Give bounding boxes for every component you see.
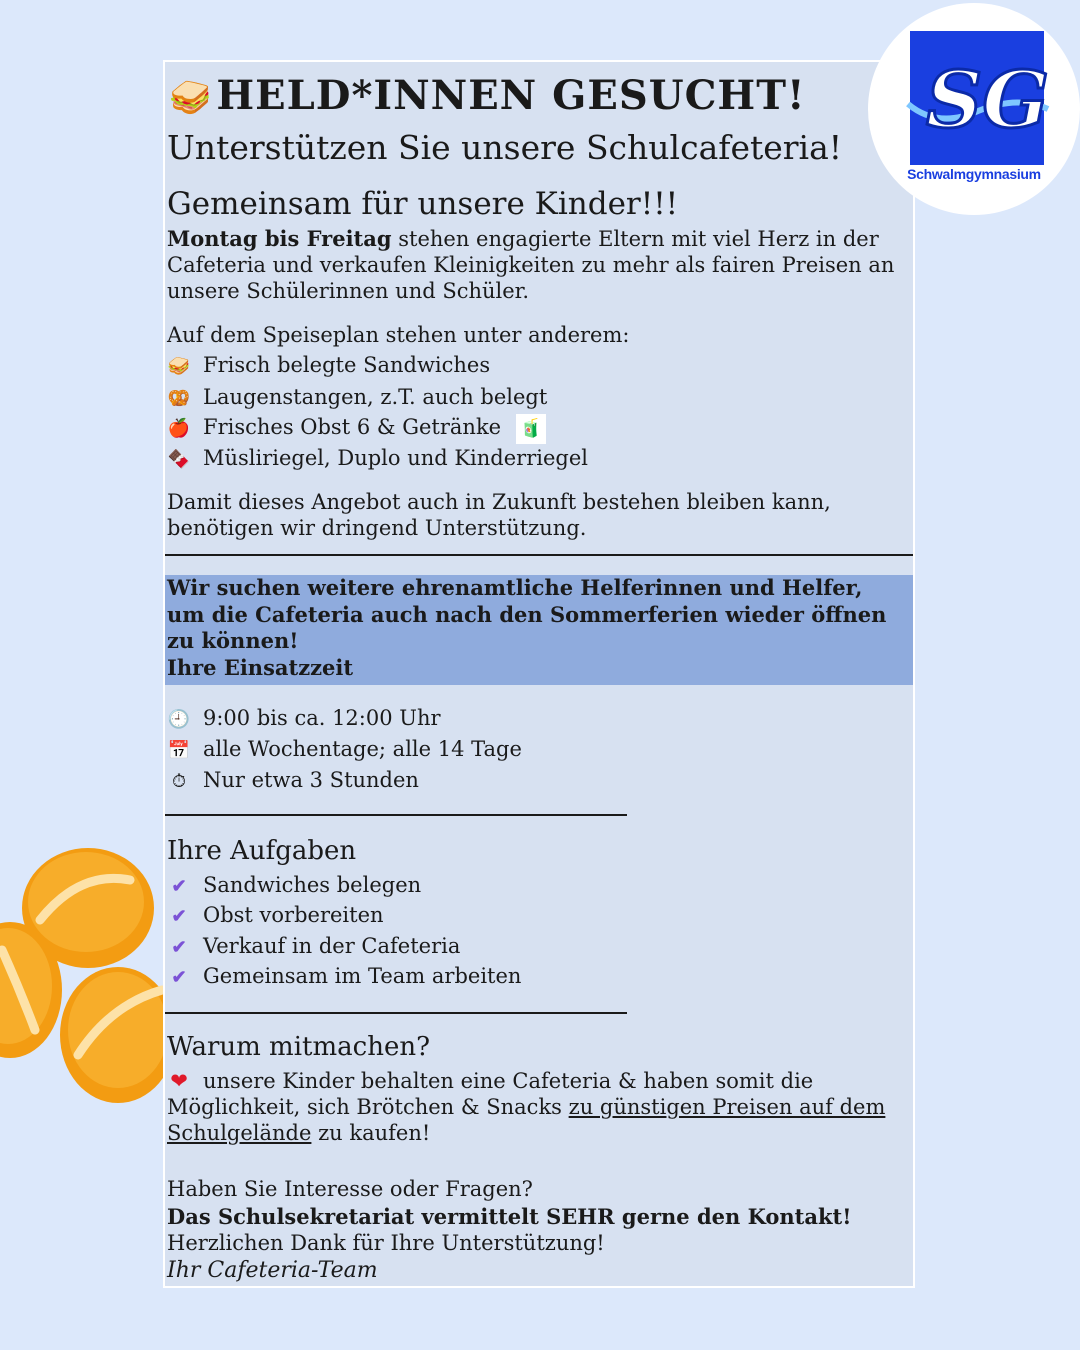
clock-icon: 🕘 bbox=[167, 709, 191, 730]
stopwatch-icon: ⏱ bbox=[171, 771, 187, 792]
support-paragraph: Damit dieses Angebot auch in Zukunft bestehen bleiben kann, benötigen wir dringend Unterstützung. bbox=[167, 490, 831, 540]
apple-icon: 🍎 bbox=[167, 418, 191, 439]
drinks-icon: 🧃 bbox=[516, 414, 546, 444]
checkmark-icon: ✔ bbox=[171, 967, 187, 988]
logo-emblem bbox=[910, 31, 1049, 165]
why-heading: Warum mitmachen? bbox=[167, 1032, 431, 1062]
checkmark-icon: ✔ bbox=[171, 876, 187, 897]
list-item: 🍎 Frisches Obst 6 & Getränke 🧃 bbox=[167, 414, 546, 444]
school-logo bbox=[868, 3, 1080, 215]
bread-rolls-illustration bbox=[0, 840, 175, 1110]
flyer-document bbox=[163, 60, 915, 1288]
flyer-title: 🥪 HELD*INNEN GESUCHT! bbox=[169, 72, 806, 119]
bread-roll-icon bbox=[60, 967, 175, 1103]
sandwich-icon: 🥪 bbox=[169, 78, 213, 118]
checkmark-icon: ✔ bbox=[171, 937, 187, 958]
flyer-subtitle: Unterstützen Sie unsere Schulcafeteria! bbox=[167, 128, 843, 167]
highlighted-phrase: zu günstigen Preisen auf dem Schulgelände bbox=[167, 1095, 886, 1145]
sandwich-icon: 🥪 bbox=[167, 356, 191, 377]
calendar-icon: 📅 bbox=[167, 740, 191, 761]
list-item: ✔ Obst vorbereiten bbox=[167, 902, 384, 930]
highlight-box: Wir suchen weitere ehrenamtliche Helferinnen und Helfer, um die Cafeteria auch nach den Sommerferien wieder öffnen zu können! Ihre Einsatzzeit bbox=[165, 575, 915, 685]
signature: Ihr Cafeteria-Team bbox=[167, 1258, 378, 1283]
thanks-text: Herzlichen Dank für Ihre Unterstützung! bbox=[167, 1231, 605, 1255]
intro-heading: Gemeinsam für unsere Kinder!!! bbox=[167, 186, 679, 222]
list-item: 🕘 9:00 bis ca. 12:00 Uhr bbox=[167, 705, 441, 733]
list-item: ✔ Sandwiches belegen bbox=[167, 872, 421, 900]
list-item: ✔ Gemeinsam im Team arbeiten bbox=[167, 963, 521, 991]
contact-info: Das Schulsekretariat vermittelt SEHR gerne den Kontakt! bbox=[167, 1204, 852, 1229]
list-item: ✔ Verkauf in der Cafeteria bbox=[167, 933, 460, 961]
list-item: ⏱ Nur etwa 3 Stunden bbox=[167, 767, 419, 795]
logo-letters: SG bbox=[926, 55, 1049, 146]
contact-question: Haben Sie Interesse oder Fragen? bbox=[167, 1177, 533, 1201]
divider bbox=[165, 554, 913, 556]
list-item: 🥨 Laugenstangen, z.T. auch belegt bbox=[167, 384, 547, 412]
list-item: 🥪 Frisch belegte Sandwiches bbox=[167, 352, 490, 380]
tasks-heading: Ihre Aufgaben bbox=[167, 836, 357, 866]
intro-paragraph: Montag bis Freitag stehen engagierte Eltern mit viel Herz in der Cafeteria und verkaufen Kleinigkeiten zu mehr als fairen Preisen an unsere Schülerinnen und Schüler. bbox=[167, 226, 895, 303]
list-item: 📅 alle Wochentage; alle 14 Tage bbox=[167, 736, 522, 764]
school-name: Schwalmgymnasium bbox=[907, 166, 1041, 182]
heart-icon: ❤ bbox=[170, 1069, 188, 1093]
sg-logo-icon bbox=[898, 49, 1058, 159]
menu-lead: Auf dem Speiseplan stehen unter anderem: bbox=[167, 323, 630, 347]
pretzel-icon: 🥨 bbox=[167, 388, 191, 409]
chocolate-bar-icon: 🍫 bbox=[167, 449, 191, 470]
checkmark-icon: ✔ bbox=[171, 906, 187, 927]
why-paragraph: ❤ unsere Kinder behalten eine Cafeteria & haben somit die Möglichkeit, sich Brötchen & Snacks zu günstigen Preisen auf dem Schulgelände zu kaufen! bbox=[167, 1069, 886, 1145]
list-item: 🍫 Müsliriegel, Duplo und Kinderriegel bbox=[167, 445, 588, 473]
divider bbox=[165, 814, 627, 816]
divider bbox=[165, 1012, 627, 1014]
